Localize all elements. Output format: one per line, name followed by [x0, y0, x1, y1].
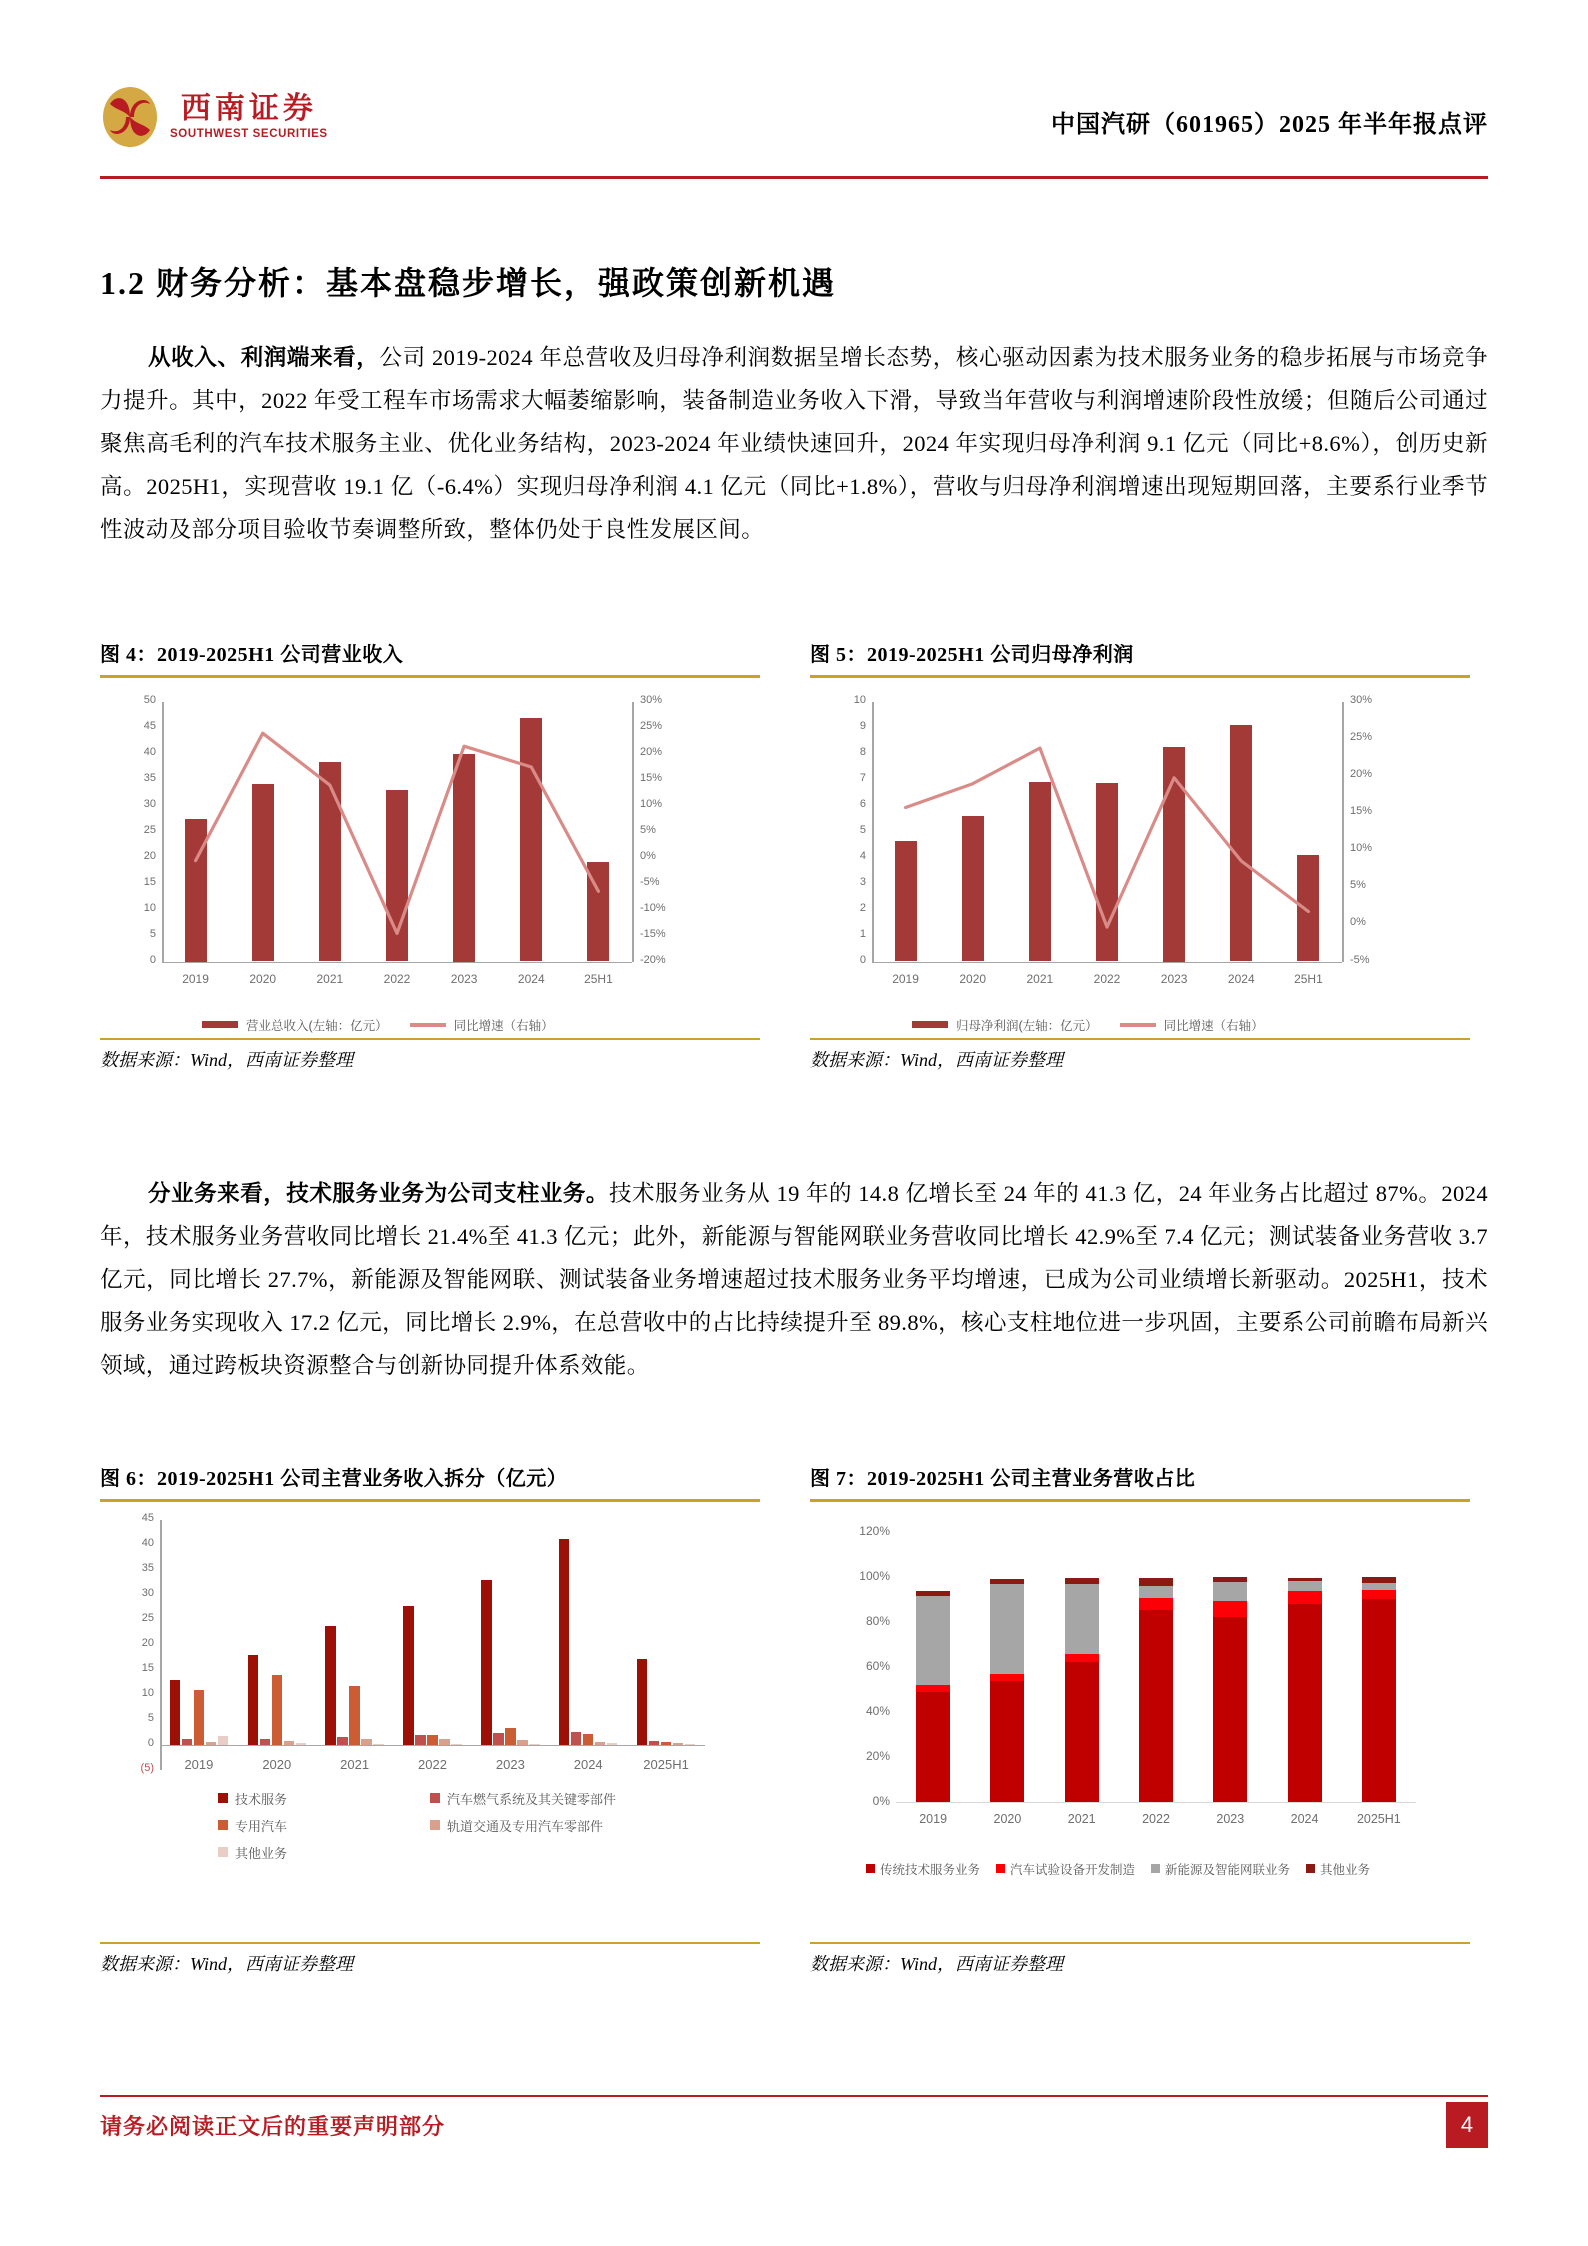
bar: [571, 1732, 582, 1745]
x-tick-label: 2020: [262, 1756, 292, 1772]
bar-segment: [1139, 1598, 1173, 1610]
footer-divider: [100, 2095, 1488, 2097]
x-tick-label: 2019: [182, 971, 209, 986]
figure-4-caption: 图 4：2019-2025H1 公司营业收入: [100, 644, 404, 666]
legend-label-bar: 归母净利润(左轴：亿元）: [956, 1018, 1098, 1033]
y2-tick-label: 20%: [640, 745, 663, 758]
paragraph-1-body: 公司 2019-2024 年总营收及归母净利润数据呈增长态势，核心驱动因素为技术服务业务的稳步拓展与市场竞争力提升。其中，2022 年受工程车市场需求大幅萎缩影响，装备制造业务收入下滑，导致当年营收与利润增速阶段性放缓；但随后公司通过聚焦高毛利的汽车技术服务主业、优化业务结构，2023-2024 年业绩快速回升，2024 年实现归母净利润 9.1 亿元（同比+8.6%），创历史新高。2025H1，实现营收 19.1 亿（-6.4%）实现归母净利润 4.1 亿元（同比+1.8%），营收与归母净利润增速出现短期回落，主要系行业季节性波动及部分项目验收节奏调整所致，整体仍处于良性发展区间。: [100, 345, 1488, 542]
bar: [403, 1606, 414, 1745]
bar-segment: [990, 1579, 1024, 1585]
bar: [206, 1742, 217, 1744]
logo-chinese-name: 西南证券: [180, 92, 317, 125]
bar-segment: [1288, 1604, 1322, 1802]
legend-swatch-line: [1120, 1023, 1156, 1027]
y-tick-label: 0: [147, 1736, 154, 1749]
y2-tick-label: 5%: [1350, 879, 1366, 892]
x-axis-line: [896, 1802, 1416, 1804]
bar: [607, 1743, 618, 1745]
paragraph-2-body: 技术服务业务从 19 年的 14.8 亿增长至 24 年的 41.3 亿，24 年业务占比超过 87%。2024 年，技术服务业务营收同比增长 21.4%至 41.3 亿元；此外，新能源与智能网联业务营收同比增长 42.9%至 7.4 亿元；测试装备业务营收 3.7 亿元，同比增长 27.7%，新能源及智能网联、测试装备业务增速超过技术服务业务平均增速，已成为公司业绩增长新驱动。2025H1，技术服务业务实现收入 17.2 亿元，同比增长 2.9%，在总营收中的占比持续提升至 89.8%，核心支柱地位进一步巩固，主要系公司前瞻布局新兴领域，通过跨板块资源整合与创新协同提升体系效能。: [100, 1181, 1488, 1378]
y2-tick-label: 10%: [640, 797, 663, 810]
x-axis-line: [162, 962, 632, 964]
x-tick-label: 2023: [1216, 1811, 1245, 1826]
bar-segment: [1065, 1662, 1099, 1802]
y-tick-label: 120%: [859, 1523, 890, 1538]
bar: [284, 1741, 295, 1745]
x-tick-label: 2023: [450, 971, 478, 986]
y-axis-line: [162, 702, 164, 962]
bar: [685, 1744, 696, 1745]
figure-7-body: [810, 1502, 1470, 1942]
x-tick-label: 2022: [383, 971, 411, 986]
y-tick-label: 0: [149, 953, 156, 966]
x-tick-label: 2019: [184, 1756, 214, 1772]
company-logo: [100, 86, 328, 148]
y-tick-label: 60%: [865, 1658, 890, 1673]
bar-segment: [1139, 1578, 1173, 1586]
paragraph-income-analysis: [100, 336, 1488, 551]
y-tick-label: 6: [859, 797, 866, 810]
y-tick-label: 1: [859, 927, 866, 940]
y-tick-label: 9: [859, 719, 866, 732]
legend-label: 新能源及智能网联业务: [1165, 1862, 1291, 1877]
bar-segment: [990, 1584, 1024, 1674]
x-tick-label: 2024: [517, 971, 545, 986]
figure-6: [100, 1462, 760, 1976]
bar-segment: [1213, 1582, 1247, 1601]
report-title: 中国汽研（601965）2025 年半年报点评: [1051, 112, 1488, 138]
legend-label: 其他业务: [1320, 1862, 1371, 1877]
y-tick-label: 10: [141, 1686, 154, 1699]
bar: [1029, 782, 1051, 961]
y-axis-line: [872, 702, 874, 962]
y-tick-label: 7: [859, 771, 866, 784]
bar: [1230, 725, 1252, 962]
y-tick-label: 20: [143, 849, 156, 862]
y-tick-label: 15: [141, 1661, 154, 1674]
bar: [451, 1744, 462, 1745]
bar: [595, 1742, 606, 1745]
y2-tick-label: 5%: [640, 823, 656, 836]
y-tick-label: 30: [143, 797, 156, 810]
legend-item-bar: [202, 1016, 388, 1034]
bar-segment: [1213, 1601, 1247, 1617]
y-tick-label: 35: [141, 1561, 154, 1574]
y-tick-label: 0%: [872, 1793, 890, 1808]
y2-tick-label: -15%: [640, 927, 666, 940]
y-tick-label: 45: [141, 1511, 154, 1524]
segment-share-stacked-chart: [810, 1502, 1470, 1942]
y-tick-label: 0: [859, 953, 866, 966]
y-tick-label: 10: [143, 901, 156, 914]
figure-4-body: [100, 678, 760, 1038]
figure-6-body: [100, 1502, 760, 1942]
y2-tick-label: 0%: [1350, 916, 1366, 929]
bar: [895, 841, 917, 962]
y-tick-label: 40: [141, 1536, 154, 1549]
x-tick-label: 2025H1: [643, 1756, 689, 1772]
legend-label: 技术服务: [235, 1791, 288, 1807]
y-tick-label: 5: [149, 927, 156, 940]
y2-tick-label: 15%: [1350, 804, 1373, 817]
y-tick-label: 100%: [859, 1568, 890, 1583]
bar-segment: [990, 1681, 1024, 1801]
bar-segment: [1139, 1610, 1173, 1801]
bar-segment: [916, 1596, 950, 1685]
figure-4: [100, 638, 760, 1072]
paragraph-2-lead: 分业务来看，技术服务业务为公司支柱业务。: [148, 1181, 609, 1206]
bar: [260, 1739, 271, 1745]
legend-item: [1151, 1860, 1290, 1878]
legend-item: [1306, 1860, 1370, 1878]
legend-label: 汽车试验设备开发制造: [1010, 1862, 1136, 1877]
figure-5-caption: 图 5：2019-2025H1 公司归母净利润: [810, 644, 1134, 666]
legend-item: [430, 1816, 603, 1835]
y2-tick-label: 30%: [1350, 693, 1373, 706]
bar: [529, 1744, 540, 1745]
x-axis-line: [872, 962, 1342, 964]
x-tick-label: 2021: [1067, 1811, 1096, 1826]
legend-label-line: 同比增速（右轴）: [1163, 1018, 1264, 1033]
legend-label: 汽车燃气系统及其关键零部件: [447, 1791, 617, 1807]
legend-swatch: [218, 1820, 228, 1830]
bar-segment: [916, 1591, 950, 1596]
bar: [272, 1675, 283, 1745]
legend-swatch: [218, 1793, 228, 1803]
bar-segment: [1288, 1591, 1322, 1603]
revenue-combo-chart: [100, 678, 760, 1038]
bar: [559, 1539, 570, 1745]
bar: [296, 1743, 307, 1745]
y-tick-label: 45: [143, 719, 156, 732]
y2-tick-label: -10%: [640, 901, 666, 914]
bar-segment: [1362, 1590, 1396, 1599]
bar: [453, 754, 475, 962]
bar-segment: [1065, 1578, 1099, 1585]
bar: [185, 819, 207, 962]
y-tick-label: 35: [143, 771, 156, 784]
x-tick-label: 2021: [316, 971, 344, 986]
logo-english-name: SOUTHWEST SECURITIES: [170, 128, 328, 140]
legend-swatch: [1306, 1864, 1315, 1873]
bar: [349, 1686, 360, 1744]
y2-tick-label: 30%: [640, 693, 663, 706]
figure-7-caption: 图 7：2019-2025H1 公司主营业务营收占比: [810, 1468, 1196, 1490]
figure-4-source: 数据来源：Wind，西南证券整理: [100, 1050, 354, 1070]
y-tick-label: 80%: [865, 1613, 890, 1628]
bar: [373, 1744, 384, 1745]
legend-item: [218, 1816, 287, 1835]
bar-segment: [1213, 1617, 1247, 1802]
segment-revenue-bar-chart: [100, 1502, 760, 1942]
legend-swatch: [1151, 1864, 1160, 1873]
paragraph-segment-analysis: [100, 1172, 1488, 1387]
bar: [337, 1737, 348, 1744]
x-tick-label: 2022: [1093, 971, 1121, 986]
legend-label: 轨道交通及专用汽车零部件: [447, 1818, 604, 1834]
y-axis-line: [160, 1520, 162, 1770]
y-tick-label: 10: [853, 693, 866, 706]
y-tick-label: 2: [859, 901, 866, 914]
y2-axis-line: [632, 702, 634, 962]
bar: [386, 790, 408, 962]
x-tick-label: 25H1: [584, 971, 613, 986]
bar: [439, 1739, 450, 1744]
x-tick-label: 2024: [573, 1756, 603, 1772]
y2-tick-label: 15%: [640, 771, 663, 784]
figure-5-source: 数据来源：Wind，西南证券整理: [810, 1050, 1064, 1070]
legend-swatch-line: [410, 1023, 446, 1027]
bar: [481, 1580, 492, 1745]
bar: [505, 1728, 516, 1745]
legend-item-line: [1120, 1016, 1264, 1034]
bar-segment: [990, 1674, 1024, 1681]
bar-segment: [1065, 1654, 1099, 1662]
y-tick-label: 4: [859, 849, 866, 862]
y2-tick-label: 20%: [1350, 767, 1373, 780]
figure-5: [810, 638, 1470, 1072]
y-tick-label: 25: [143, 823, 156, 836]
y-tick-label: 3: [859, 875, 866, 888]
bar: [649, 1741, 660, 1745]
y-tick-label: 8: [859, 745, 866, 758]
bar: [427, 1735, 438, 1745]
bar: [520, 718, 542, 961]
y-tick-label: 50: [143, 693, 156, 706]
legend-item: [218, 1843, 287, 1862]
x-tick-label: 2020: [993, 1811, 1022, 1826]
section-heading: 1.2 财务分析：基本盘稳步增长，强政策创新机遇: [100, 265, 837, 301]
y2-tick-label: 25%: [640, 719, 663, 732]
bar: [962, 816, 984, 962]
figure-6-caption: 图 6：2019-2025H1 公司主营业务收入拆分（亿元）: [100, 1468, 568, 1490]
paragraph-1-lead: 从收入、利润端来看，: [148, 345, 380, 370]
legend-swatch: [218, 1847, 228, 1857]
bar: [1163, 747, 1185, 962]
x-tick-label: 2021: [1026, 971, 1054, 986]
legend-label-line: 同比增速（右轴）: [453, 1018, 554, 1033]
y-tick-label: (5): [140, 1761, 154, 1774]
x-tick-label: 2019: [892, 971, 919, 986]
legend-label: 其他业务: [235, 1845, 288, 1861]
legend-swatch: [430, 1820, 440, 1830]
legend-swatch: [430, 1793, 440, 1803]
y-tick-label: 40%: [865, 1703, 890, 1718]
bar: [218, 1736, 229, 1744]
x-tick-label: 25H1: [1294, 971, 1323, 986]
x-axis-line: [160, 1745, 705, 1747]
legend-swatch-bar: [202, 1021, 238, 1028]
x-tick-label: 2024: [1227, 971, 1255, 986]
x-tick-label: 2022: [418, 1756, 447, 1772]
y-tick-label: 20: [141, 1636, 154, 1649]
x-tick-label: 2019: [919, 1811, 948, 1826]
legend-swatch: [866, 1864, 875, 1873]
y-tick-label: 30: [141, 1586, 154, 1599]
bar-segment: [916, 1685, 950, 1693]
bar-segment: [1288, 1581, 1322, 1591]
bar-segment: [1139, 1586, 1173, 1598]
chart-legend: [866, 1860, 1370, 1878]
legend-item: [218, 1789, 287, 1808]
y2-tick-label: -5%: [1350, 953, 1370, 966]
figure-7-source: 数据来源：Wind，西南证券整理: [810, 1954, 1064, 1974]
y2-axis-line: [1342, 702, 1344, 962]
bar: [415, 1735, 426, 1744]
bar: [661, 1742, 672, 1745]
figure-6-source: 数据来源：Wind，西南证券整理: [100, 1954, 354, 1974]
x-tick-label: 2024: [1290, 1811, 1319, 1826]
chart-legend: [912, 1016, 1264, 1034]
y-tick-label: 25: [141, 1611, 154, 1624]
footer-disclaimer: 请务必阅读正文后的重要声明部分: [100, 2114, 446, 2139]
y2-tick-label: -5%: [640, 875, 660, 888]
legend-item-bar: [912, 1016, 1098, 1034]
logo-wordmark: [170, 94, 328, 140]
y-tick-label: 40: [143, 745, 156, 758]
page-header: [0, 0, 1588, 178]
legend-item: [996, 1860, 1135, 1878]
y2-tick-label: -20%: [640, 953, 666, 966]
legend-item-line: [410, 1016, 554, 1034]
southwest-securities-logo-icon: [100, 86, 160, 148]
bar-segment: [1213, 1577, 1247, 1583]
bar: [248, 1655, 259, 1745]
bar: [1297, 855, 1319, 961]
header-divider: [100, 176, 1488, 179]
figure-5-body: [810, 678, 1470, 1038]
page-number: 4: [1446, 2102, 1488, 2148]
bar: [319, 762, 341, 961]
legend-swatch-bar: [912, 1021, 948, 1028]
bar-segment: [1362, 1577, 1396, 1584]
legend-label: 专用汽车: [235, 1818, 288, 1834]
x-tick-label: 2021: [340, 1756, 370, 1772]
x-tick-label: 2020: [249, 971, 277, 986]
x-tick-label: 2020: [959, 971, 987, 986]
bar: [673, 1743, 684, 1745]
y2-tick-label: 25%: [1350, 730, 1373, 743]
bar: [637, 1659, 648, 1745]
bar-segment: [916, 1692, 950, 1801]
x-tick-label: 2023: [1160, 971, 1188, 986]
legend-swatch: [996, 1864, 1005, 1873]
bar: [1096, 783, 1118, 962]
net-profit-combo-chart: [810, 678, 1470, 1038]
y-tick-label: 5: [859, 823, 866, 836]
bar: [493, 1733, 504, 1745]
chart-legend: [202, 1016, 554, 1034]
legend-label: 传统技术服务业务: [880, 1862, 981, 1877]
figure-7: [810, 1462, 1470, 1976]
y-tick-label: 5: [147, 1711, 154, 1724]
x-tick-label: 2022: [1142, 1811, 1170, 1826]
legend-item: [430, 1789, 616, 1808]
x-tick-label: 2025H1: [1356, 1811, 1401, 1826]
bar-segment: [1362, 1583, 1396, 1590]
bar: [182, 1739, 193, 1745]
y-tick-label: 20%: [865, 1748, 890, 1763]
bar: [194, 1690, 205, 1745]
bar-segment: [1288, 1578, 1322, 1581]
bar: [587, 862, 609, 961]
bar-segment: [1065, 1584, 1099, 1654]
bar: [361, 1739, 372, 1744]
bar: [252, 784, 274, 962]
y-tick-label: 15: [143, 875, 156, 888]
legend-label-bar: 营业总收入(左轴：亿元）: [246, 1018, 388, 1033]
bar: [583, 1734, 594, 1745]
bar: [170, 1680, 181, 1745]
y2-tick-label: 0%: [640, 849, 656, 862]
legend-item: [866, 1860, 980, 1878]
x-tick-label: 2023: [495, 1756, 525, 1772]
y2-tick-label: 10%: [1350, 842, 1373, 855]
bar-segment: [1362, 1599, 1396, 1802]
bar: [517, 1740, 528, 1745]
bar: [325, 1626, 336, 1745]
